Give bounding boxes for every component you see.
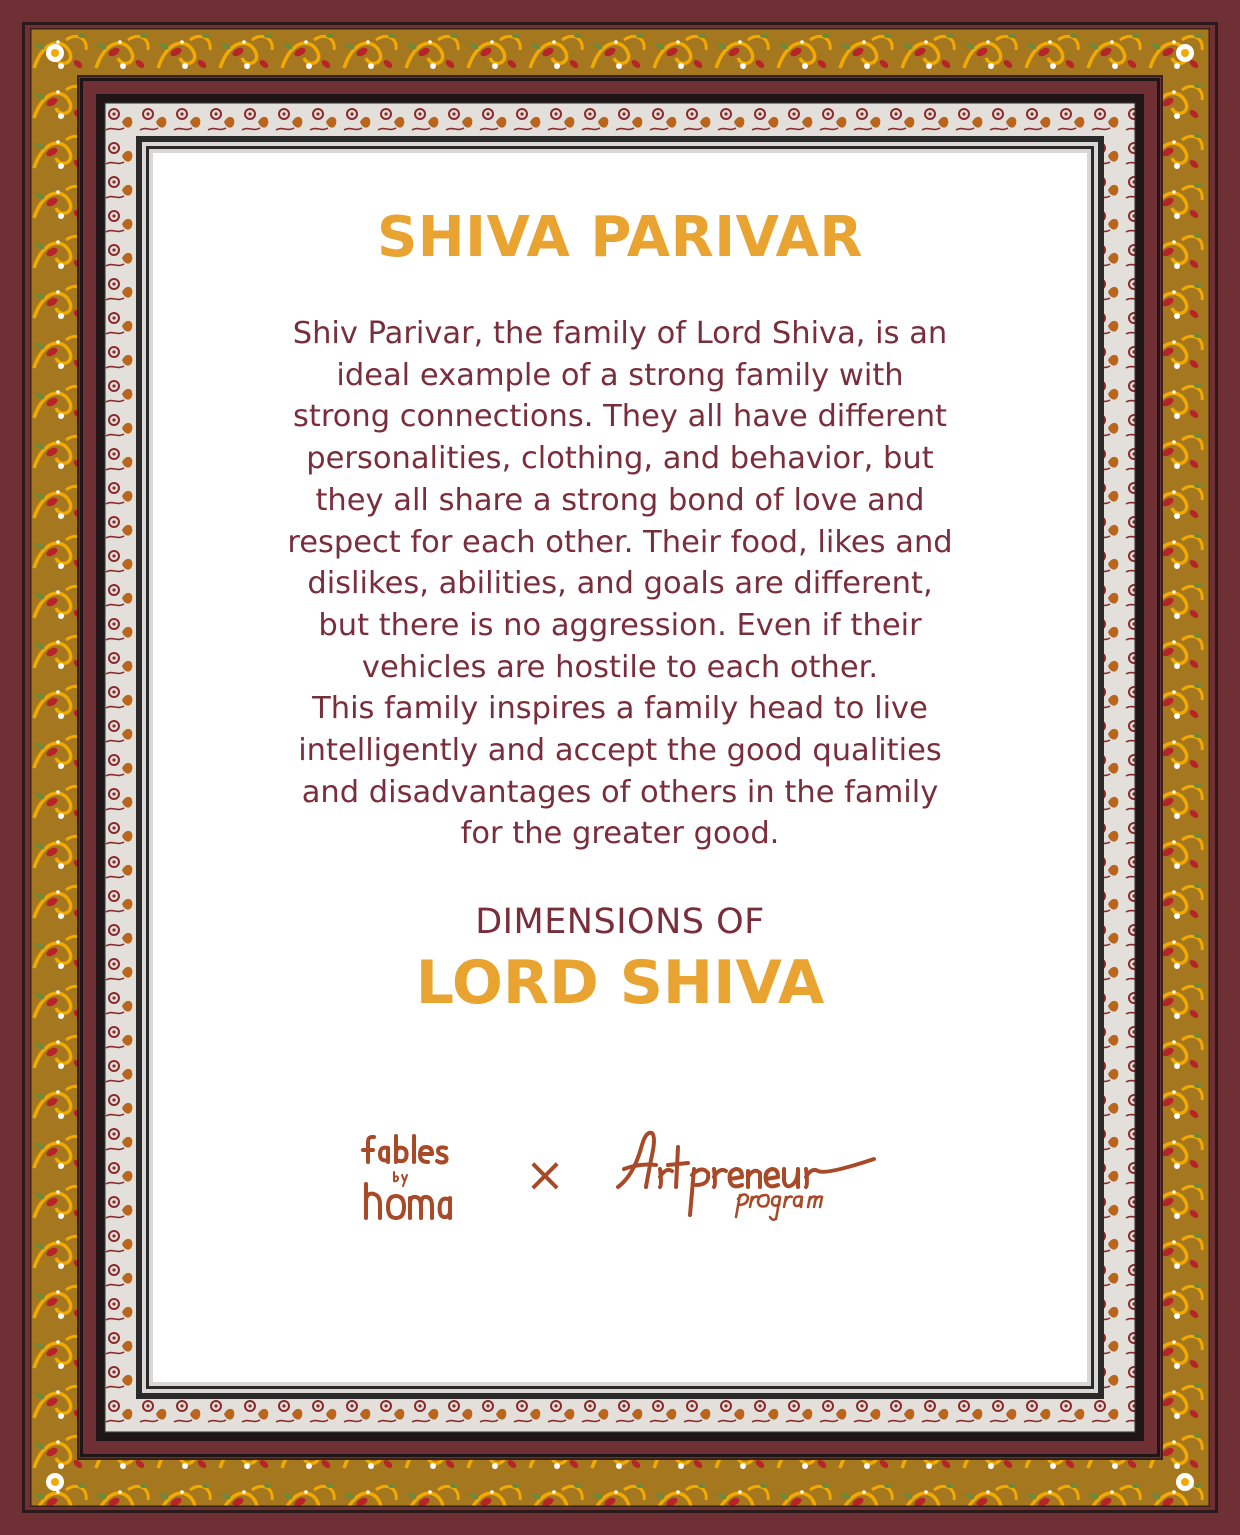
- subtitle: DIMENSIONS OF: [475, 902, 765, 942]
- description-line: personalities, clothing, and behavior, but: [306, 441, 934, 477]
- description-line: for the greater good.: [460, 816, 780, 852]
- page-title: SHIVA PARIVAR: [376, 205, 864, 270]
- artpreneur-program-logo: [612, 1125, 882, 1225]
- description-line: ideal example of a strong family with: [336, 357, 904, 393]
- fables-by-homa-logo: [358, 1132, 454, 1222]
- subtitle-emphasis: LORD SHIVA: [415, 948, 825, 1018]
- description-line: intelligently and accept the good qualities: [298, 733, 942, 769]
- description-line: and disadvantages of others in the family: [301, 774, 939, 810]
- description-line: but there is no aggression. Even if their: [318, 607, 922, 643]
- description-paragraph: [250, 313, 990, 855]
- description-line: respect for each other. Their food, likes and: [287, 524, 953, 560]
- description-line: Shiv Parivar, the family of Lord Shiva, is an: [292, 316, 948, 351]
- description-line: strong connections. They all have different: [293, 399, 947, 435]
- description-line: This family inspires a family head to live: [312, 691, 928, 727]
- collaboration-separator: ×: [524, 1147, 566, 1203]
- description-line: dislikes, abilities, and goals are different,: [307, 566, 933, 602]
- description-line: they all share a strong bond of love and: [315, 482, 925, 518]
- description-line: vehicles are hostile to each other.: [361, 649, 879, 685]
